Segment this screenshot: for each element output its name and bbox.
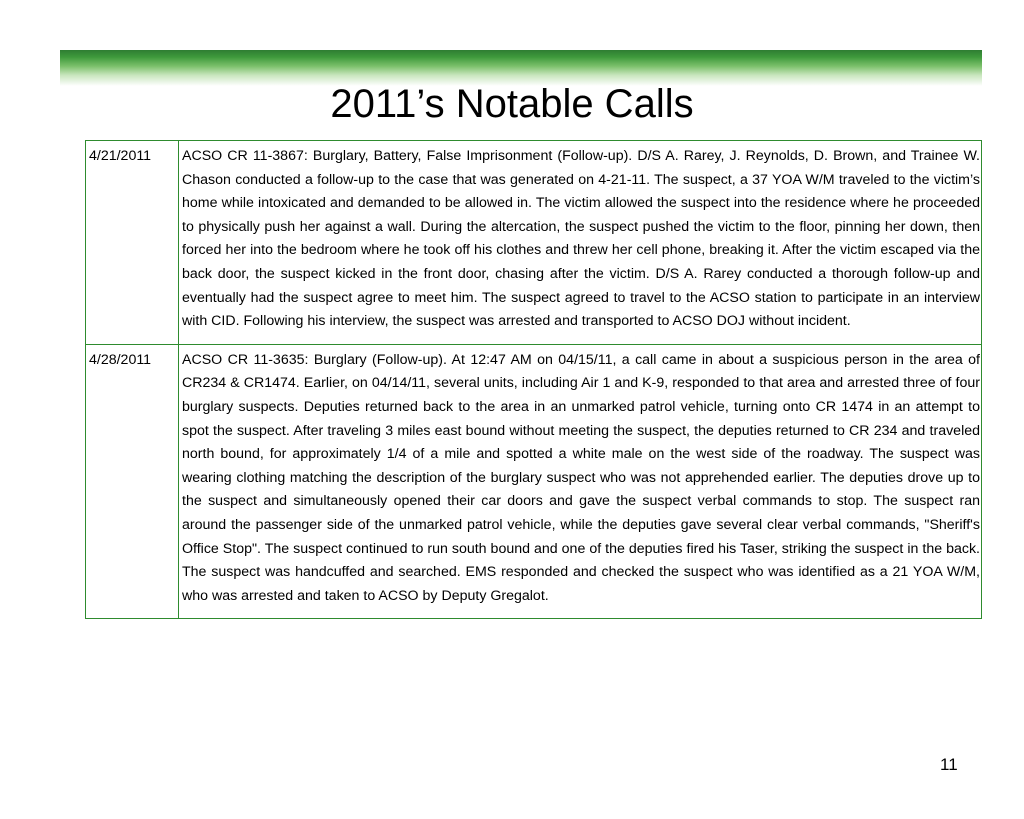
call-description: ACSO CR 11-3635: Burglary (Follow-up). At 12:47 AM on 04/15/11, a call came in about a suspicious person in the area of CR234 & CR1474. Earlier, on 04/14/11, several units, including Air 1 and K-9, responded to that area and arrested three of four burglary suspects. Deputies returned back to the area in an unmarked patrol vehicle, turning onto CR 1474 in an attempt to spot the suspect. After traveling 3 miles east bound without meeting the suspect, the deputies returned to CR 234 and traveled north bound, for approximately 1/4 of a mile and spotted a white male on the west side of the roadway. The suspect was wearing clothing matching the description of the burglary suspect who was not apprehended earlier. The deputies drove up to the suspect and simultaneously opened their car doors and gave the suspect verbal commands to stop. The suspect ran around the passenger side of the unmarked patrol vehicle, while the deputies gave several clear verbal commands, "Sheriff's Office Stop". The suspect continued to run south bound and one of the deputies fired his Taser, striking the suspect in the back. The suspect was handcuffed and searched. EMS responded and checked the suspect who was identified as a 21 YOA W/M, who was arrested and taken to ACSO by Deputy Gregalot. — [179, 344, 982, 619]
call-date: 4/21/2011 — [86, 141, 179, 345]
table-row — [86, 141, 982, 345]
table-row — [86, 344, 982, 619]
call-description: ACSO CR 11-3867: Burglary, Battery, False Imprisonment (Follow-up). D/S A. Rarey, J. Reynolds, D. Brown, and Trainee W. Chason conducted a follow-up to the case that was generated on 4-21-11. The suspect, a 37 YOA W/M traveled to the victim’s home while intoxicated and demanded to be allowed in. The victim allowed the suspect into the residence where he proceeded to physically push her against a wall. During the altercation, the suspect pushed the victim to the floor, pinning her down, then forced her into the bedroom where he took off his clothes and threw her cell phone, breaking it. After the victim escaped via the back door, the suspect kicked in the front door, chasing after the victim. D/S A. Rarey conducted a thorough follow-up and eventually had the suspect agree to meet him. The suspect agreed to travel to the ACSO station to participate in an interview with CID. Following his interview, the suspect was arrested and transported to ACSO DOJ without incident. — [179, 141, 982, 345]
call-date: 4/28/2011 — [86, 344, 179, 619]
page-number: 11 — [940, 755, 958, 774]
slide-title: 2011’s Notable Calls — [330, 82, 694, 126]
notable-calls-table — [85, 140, 982, 619]
